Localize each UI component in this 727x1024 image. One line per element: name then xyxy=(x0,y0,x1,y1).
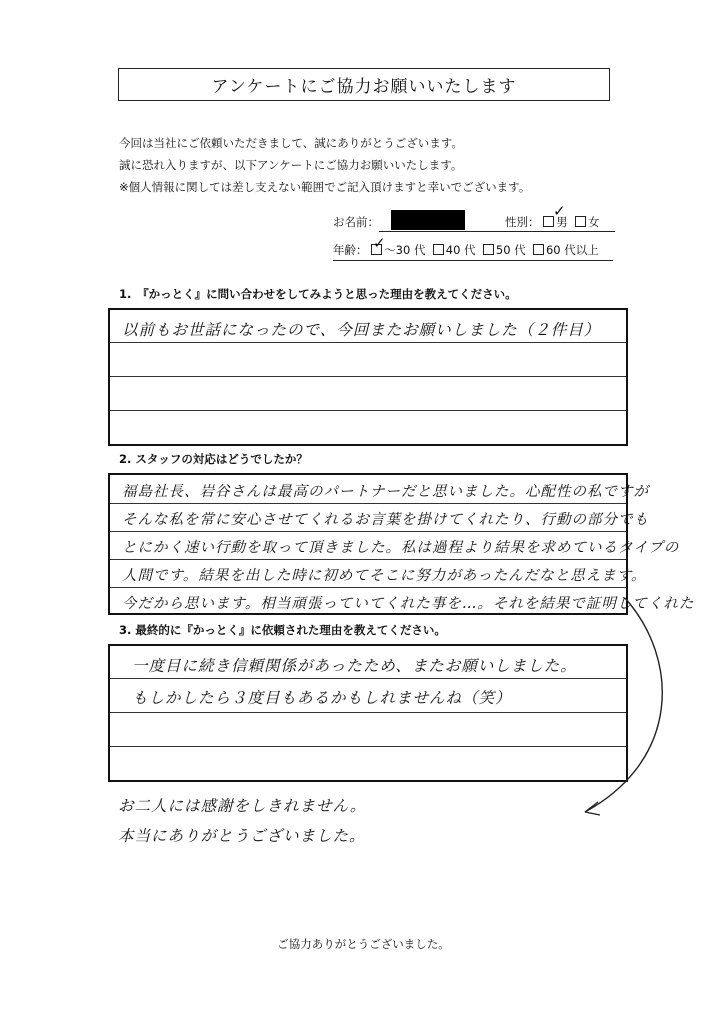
question-3: 3. 最終的に『かっとく』に依頼された理由を教えてください。 xyxy=(119,623,446,637)
handwritten-answer: 以前もお世話になったので、今回またお願いしました（２件目） xyxy=(122,321,601,339)
handwritten-answer: 福島社長、岩谷さんは最高のパートナーだと思いました。心配性の私ですが xyxy=(122,484,649,500)
answer-line xyxy=(110,746,626,747)
male-check-mark-icon: ✓ xyxy=(553,202,566,220)
age-checkbox-40[interactable] xyxy=(433,244,444,255)
answer-line xyxy=(110,531,626,532)
age-option: ～30 代 xyxy=(384,243,426,257)
age-option: 40 代 xyxy=(445,243,476,257)
answer-line xyxy=(110,376,626,377)
redacted-name xyxy=(391,210,465,230)
intro-text xyxy=(119,132,530,198)
age-checkbox-60[interactable] xyxy=(533,244,544,255)
question-2: 2. スタッフの対応はどうでしたか？ xyxy=(119,452,308,466)
sex-underline xyxy=(505,231,615,232)
female-checkbox[interactable] xyxy=(575,216,586,227)
answer-line xyxy=(110,503,626,504)
question-1: 1. 『かっとく』に問い合わせをしてみようと思った理由を教えてください。 xyxy=(119,287,517,301)
answer-box-3[interactable] xyxy=(108,644,628,782)
answer-line xyxy=(110,559,626,560)
handwritten-answer: 人間です。結果を出した時に初めてそこに努力があったんだなと思えます。 xyxy=(122,568,647,584)
answer-line xyxy=(110,712,626,713)
age-option: 50 代 xyxy=(495,243,526,257)
age-option: 60 代以上 xyxy=(545,243,599,257)
age-label: 年齢： xyxy=(333,243,368,257)
name-row xyxy=(333,202,623,232)
handwritten-answer: もしかしたら３度目もあるかもしれませんね（笑） xyxy=(132,689,512,707)
answer-box-1[interactable] xyxy=(108,308,628,446)
intro-line: ※個人情報に関しては差し支えない範囲でご記入頂けますと幸いでございます。 xyxy=(119,180,531,194)
intro-line: 今回は当社にご依頼いただきまして、誠にありがとうございます。 xyxy=(119,136,463,150)
survey-title: アンケートにご協力お願いいたします xyxy=(118,68,610,101)
female-label: 女 xyxy=(587,215,600,229)
answer-line xyxy=(110,678,626,679)
answer-line xyxy=(110,342,626,343)
continuation-arrow-icon xyxy=(570,590,680,820)
sex-label: 性別： xyxy=(505,215,540,229)
handwritten-answer: とにかく速い行動を取って頂きました。私は過程より結果を求めているタイプの xyxy=(122,540,680,556)
handwritten-extra-note: 本当にありがとうございました。 xyxy=(118,827,366,845)
handwritten-answer: そんな私を常に安心させてくれるお言葉を掛けてくれたり、行動の部分でも xyxy=(122,512,649,528)
handwritten-extra-note: お二人には感謝をしきれません。 xyxy=(118,797,367,815)
handwritten-answer: 一度目に続き信頼関係があったため、またお願いしました。 xyxy=(132,657,577,675)
intro-line: 誠に恐れ入りますが、以下アンケートにご協力お願いいたします。 xyxy=(119,158,463,172)
answer-line xyxy=(110,410,626,411)
answer-box-2[interactable] xyxy=(108,473,695,615)
age-underline xyxy=(333,260,613,261)
handwritten-answer: 今だから思います。相当頑張っていてくれた事を…。それを結果で証明してくれた xyxy=(122,596,695,612)
age-checkbox-50[interactable] xyxy=(483,244,494,255)
name-label: お名前： xyxy=(333,215,379,229)
male-label: 男 xyxy=(556,215,568,229)
age-check-mark-icon: ✓ xyxy=(373,234,386,252)
footer-thanks: ご協力ありがとうございました。 xyxy=(277,937,450,951)
answer-line xyxy=(110,587,626,588)
